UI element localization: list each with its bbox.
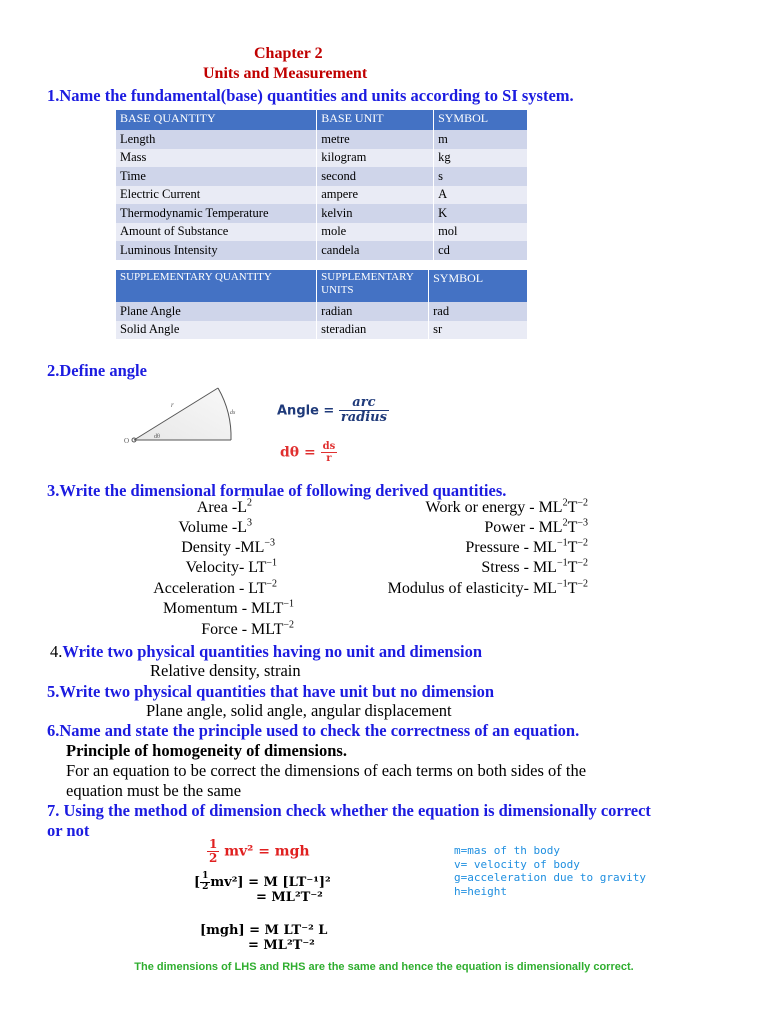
chapter-title: Units and Measurement (203, 65, 368, 82)
dimension-stress: Stress - $ML^{-1}T^{-2}$ (481, 557, 588, 576)
table-row (116, 167, 528, 186)
question-7-line-2: or not (47, 821, 90, 840)
principle-statement-line-2: equation must be the same (66, 781, 242, 800)
formula-denominator: r (326, 453, 332, 464)
table-cell: kg (434, 149, 528, 168)
table-row (116, 204, 528, 223)
question-1: 1.Name the fundamental(base) quantities and units according to SI system. (47, 86, 574, 105)
dimension-velocity: Velocity- $LT^{-1}$ (185, 557, 277, 576)
table-cell: Time (116, 167, 317, 186)
dimension-area: Area $-L^2$ (196, 497, 252, 516)
question-7-line-1: 7. Using the method of dimension check whether the equation is dimensionally correct (47, 801, 651, 820)
dimension-pressure: Pressure - $ML^{-1}T^{-2}$ (465, 537, 588, 556)
principle-statement-line-1: For an equation to be correct the dimensions of each terms on both sides of the (66, 761, 587, 780)
origin-label: O (124, 437, 130, 445)
legend-item: m=mas of th body (454, 844, 560, 857)
table-cell: ampere (317, 186, 434, 205)
variable-legend (454, 844, 646, 898)
table-header: SUPPLEMENTARY UNITS (317, 270, 429, 302)
table-cell: Thermodynamic Temperature (116, 204, 317, 223)
question-3: 3.Write the dimensional formulae of following derived quantities. (47, 481, 507, 500)
legend-item: g=acceleration due to gravity (454, 871, 647, 884)
table-row (116, 321, 528, 340)
lhs-step-2: = ML²T⁻² (256, 890, 323, 905)
question-6: 6.Name and state the principle used to check the correctness of an equation. (47, 721, 580, 740)
legend-item: v= velocity of body (454, 857, 580, 871)
table-cell: mol (434, 223, 528, 242)
table-row (116, 241, 528, 260)
sector-shape (134, 388, 231, 440)
formula-denominator: radius (340, 410, 387, 426)
table-header: BASE UNIT (317, 110, 434, 130)
table-header-row (116, 270, 528, 302)
dimension-density: Density $-ML^{-3}$ (181, 537, 275, 556)
principle-name: Principle of homogeneity of dimensions. (66, 741, 347, 760)
table-cell: sr (429, 321, 528, 340)
table-cell: Length (116, 130, 317, 149)
table-cell: K (434, 204, 528, 223)
lhs-step-1: [ $\frac{1}{2}$ mv²] = M [LT⁻¹]² (194, 871, 331, 892)
table-cell: radian (317, 302, 429, 321)
table-cell: Amount of Substance (116, 223, 317, 242)
formula-numerator: ds (322, 441, 336, 452)
legend-item: h=height (454, 884, 507, 898)
table-cell: steradian (317, 321, 429, 340)
table-header-row (116, 110, 528, 130)
table-header: SUPPLEMENTARY QUANTITY (116, 270, 317, 302)
answer-4: Relative density, strain (150, 661, 301, 680)
dimension-acceleration: Acceleration - $LT^{-2}$ (153, 578, 277, 597)
rhs-step-1: [mgh] = M LT⁻² L (200, 923, 328, 938)
base-quantity-table (116, 110, 528, 260)
question-2: 2.Define angle (47, 361, 147, 380)
equation-fraction: $\frac{1}{2}$ (209, 837, 218, 866)
formula-fraction (321, 441, 338, 464)
table-row (116, 130, 528, 149)
question-4-text: Write two physical quantities having no unit and dimension (62, 642, 482, 661)
chapter-number: Chapter 2 (254, 45, 323, 62)
question-4-number: 4. (50, 642, 63, 661)
table-header: SYMBOL (429, 270, 528, 302)
dimension-modulus-elasticity: Modulus of elasticity- $ML^{-1}T^{-2}$ (387, 578, 588, 597)
dtheta-label: dθ (154, 434, 160, 440)
table-row (116, 223, 528, 242)
table-cell: m (434, 130, 528, 149)
table-cell: Solid Angle (116, 321, 317, 340)
angle-formula (277, 396, 389, 426)
table-header: BASE QUANTITY (116, 110, 317, 130)
table-cell: Luminous Intensity (116, 241, 317, 260)
formula-lhs: Angle = (277, 403, 335, 419)
table-row (116, 186, 528, 205)
table-cell: s (434, 167, 528, 186)
table-row (116, 149, 528, 168)
table-cell: kilogram (317, 149, 434, 168)
question-4 (50, 642, 482, 662)
dimension-work-energy: Work or energy - $ML^2T^{-2}$ (425, 497, 588, 516)
table-cell: candela (317, 241, 434, 260)
radius-label: r (171, 401, 174, 409)
question-5: 5.Write two physical quantities that have unit but no dimension (47, 682, 495, 701)
table-cell: kelvin (317, 204, 434, 223)
table-cell: cd (434, 241, 528, 260)
dtheta-formula (280, 441, 337, 464)
dimension-force: Force - $MLT^{-2}$ (201, 619, 294, 638)
equation (207, 838, 310, 865)
table-cell: Mass (116, 149, 317, 168)
answer-5: Plane angle, solid angle, angular displacement (146, 701, 452, 720)
ds-label: ds (230, 410, 236, 416)
angle-diagram (118, 380, 248, 450)
table-cell: mole (317, 223, 434, 242)
formula-fraction (339, 396, 389, 426)
supplementary-quantity-table (116, 270, 528, 339)
table-cell: second (317, 167, 434, 186)
table-cell: rad (429, 302, 528, 321)
dimension-volume: Volume $-L^3$ (178, 517, 252, 536)
formula-numerator: arc (339, 396, 389, 411)
table-header: SYMBOL (434, 110, 528, 130)
dimension-power: Power - $ML^2T^{-3}$ (484, 517, 588, 536)
formula-lhs: dθ = (280, 444, 316, 461)
equation-text: mv² = mgh (224, 843, 310, 860)
table-cell: A (434, 186, 528, 205)
table-cell: Electric Current (116, 186, 317, 205)
table-cell: metre (317, 130, 434, 149)
conclusion: The dimensions of LHS and RHS are the same and hence the equation is dimensionally correct. (134, 961, 634, 973)
dimension-momentum: Momentum - $MLT^{-1}$ (163, 598, 294, 617)
rhs-step-2: = ML²T⁻² (248, 938, 315, 953)
table-cell: Plane Angle (116, 302, 317, 321)
table-row (116, 302, 528, 321)
